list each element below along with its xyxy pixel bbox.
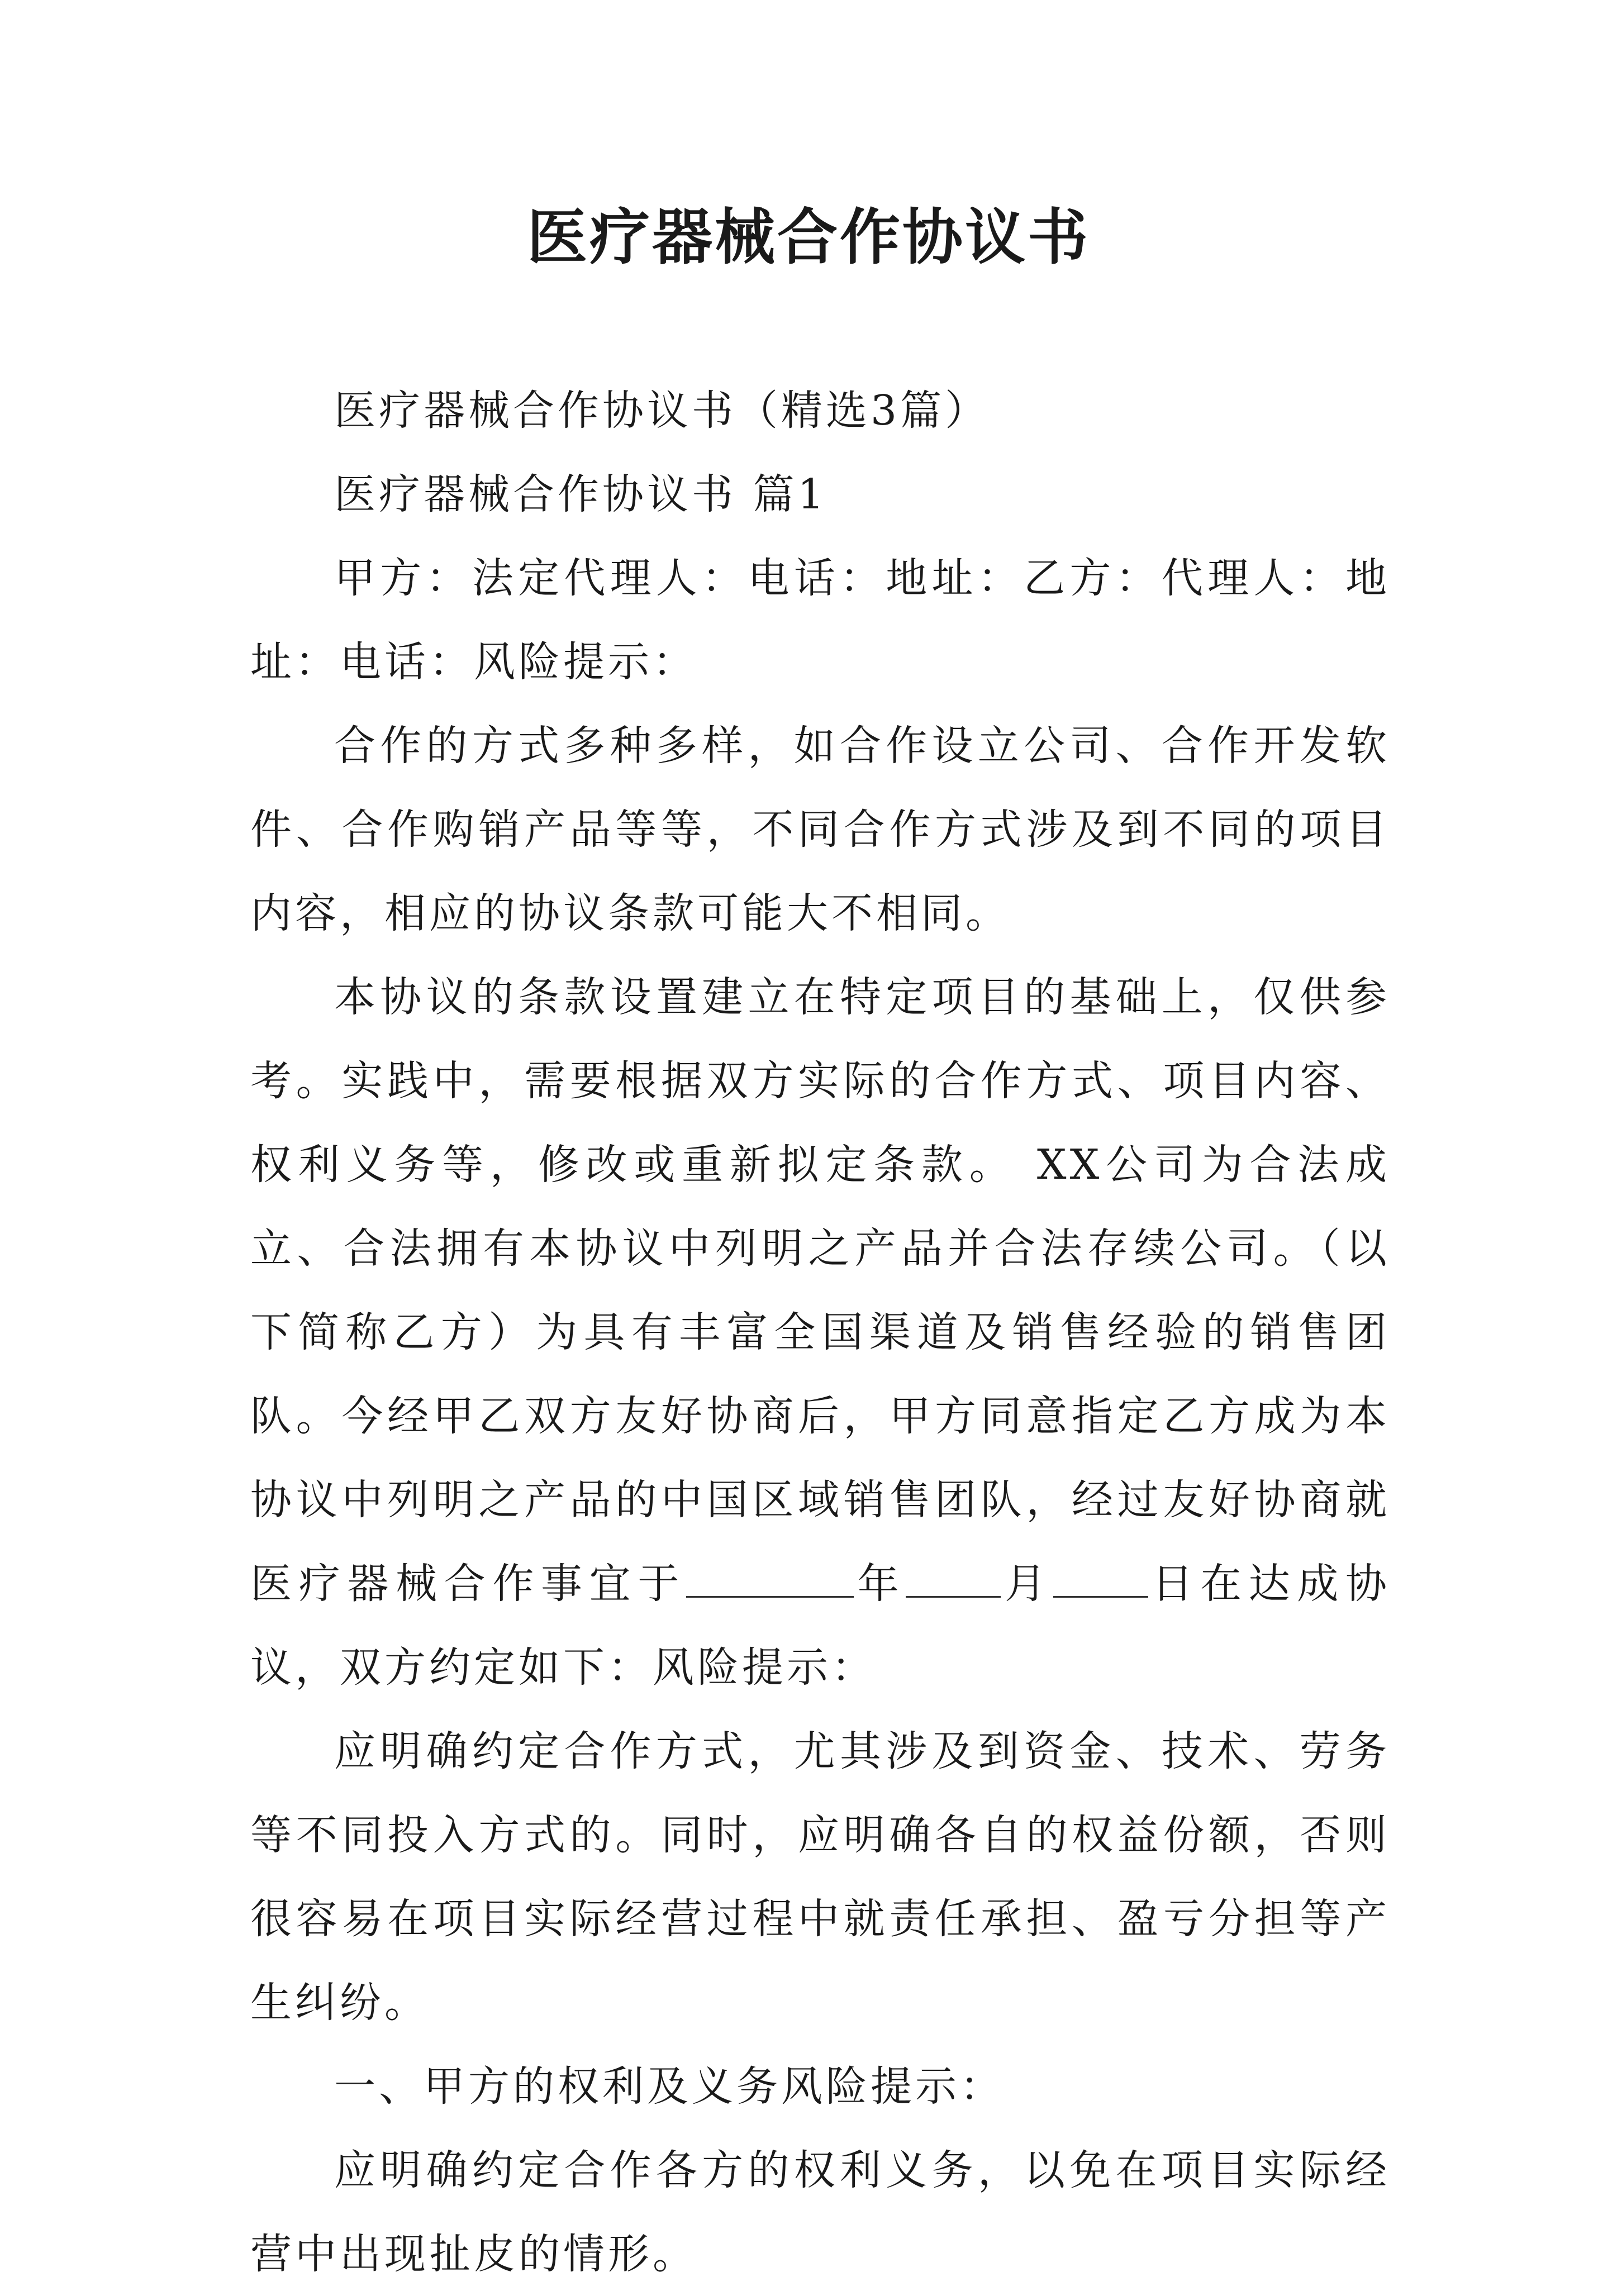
month-label: 月: [1001, 1560, 1053, 1608]
year-label: 年: [854, 1560, 906, 1608]
agreement-intro-text: 本协议的条款设置建立在特定项目的基础上，仅供参考。实践中，需要根据双方实际的合作方式、项目内容、权利义务等，修改或重新拟定条款。 XX公司为合法成立、合法拥有本协议中列明之产品并合法存续公司。（以下简称乙方）为具有丰富全国渠道及销售经验的销售团队。今经甲乙双方友好协商后，甲方同意指定乙方成为本协议中列明之产品的中国区域销售团队，经过友好协商就医疗器械合作事宜于: [250, 973, 1390, 1608]
party-a-rights-heading: 一、甲方的权利及义务风险提示：: [334, 2062, 1005, 2111]
subtitle-paragraph: 医疗器械合作协议书（精选3篇）: [334, 387, 990, 435]
document-title: 医疗器械合作协议书: [526, 202, 1090, 273]
cooperation-mode-paragraph: 应明确约定合作方式，尤其涉及到资金、技术、劳务等不同投入方式的。同时，应明确各自的权益份额，否则很容易在项目实际经营过程中就责任承担、盈亏分担等产生纠纷。: [250, 1727, 1390, 2027]
day-blank: [1053, 1561, 1148, 1598]
rights-obligations-paragraph: 应明确约定合作各方的权利义务，以免在项目实际经营中出现扯皮的情形。: [250, 2146, 1390, 2278]
document-body: [250, 369, 1390, 2296]
day-suffix-text: 日在达成协议，双方约定如下：风险提示：: [250, 1560, 1391, 1692]
year-blank: [686, 1561, 854, 1598]
agreement-intro-paragraph: [250, 955, 1390, 1709]
cooperation-methods-paragraph: 合作的方式多种多样，如合作设立公司、合作开发软件、合作购销产品等等，不同合作方式涉及到不同的项目内容，相应的协议条款可能大不相同。: [250, 722, 1390, 937]
month-blank: [906, 1561, 1001, 1598]
section-heading-paragraph: 医疗器械合作协议书 篇1: [334, 470, 827, 518]
parties-paragraph: 甲方：法定代理人：电话：地址：乙方：代理人：地址：电话：风险提示：: [250, 554, 1390, 686]
